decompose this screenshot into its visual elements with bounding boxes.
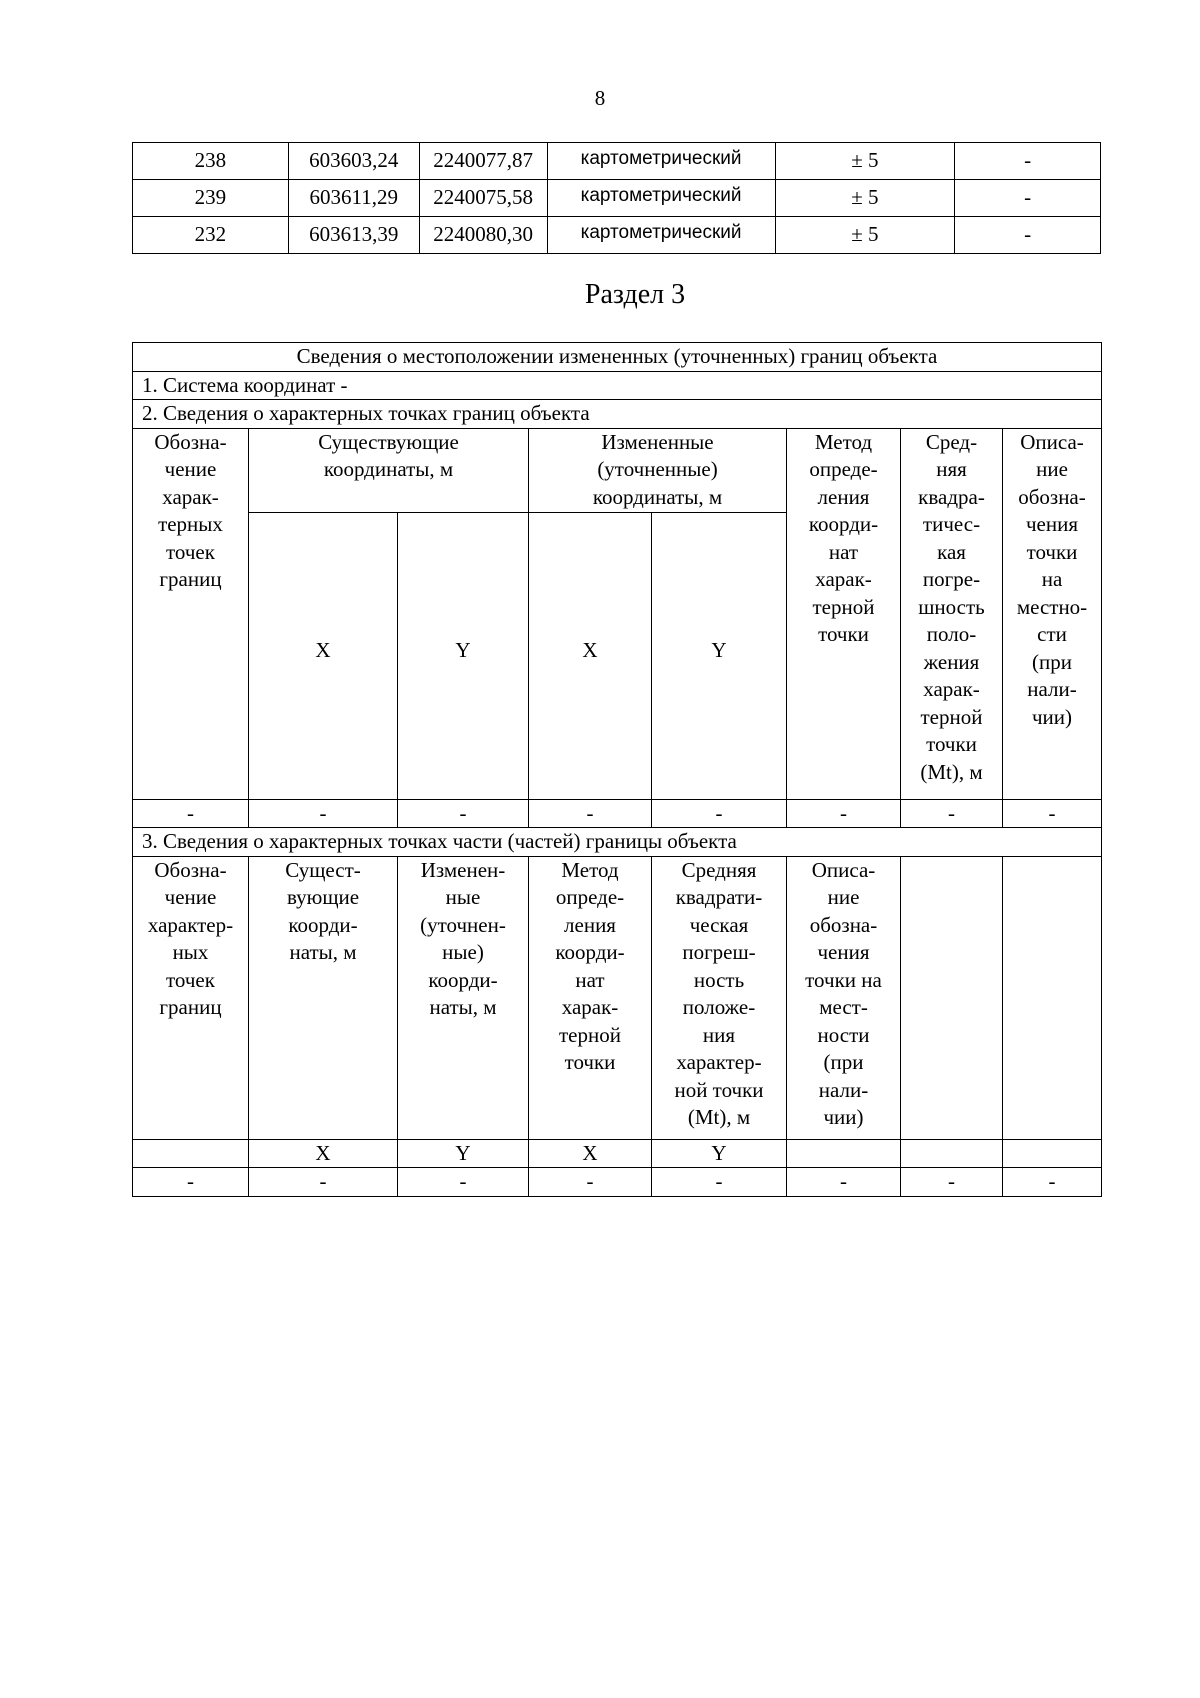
header-line: ные [445,885,481,909]
header-line: ные) [442,940,484,964]
section-3-table [132,342,1102,1197]
header-existing-coordinates [249,428,529,512]
part-3-heading: 3. Сведения о характерных точках части (частей) границы объекта [133,828,1102,857]
header-changed-x: X [529,512,652,799]
header-line: нат [828,539,859,564]
header-description [1003,428,1102,799]
header-line: характер- [147,912,234,937]
header-line: Метод [561,857,619,882]
header-line: Обозна- [154,429,227,454]
part3-header-empty [1003,856,1102,1139]
cell-method: картометрический [547,217,775,254]
table-cell [901,1139,1003,1168]
header-line: точки на [805,967,882,992]
cell-y: 2240077,87 [419,143,547,180]
header-line: границ [159,995,222,1019]
header-line: погре- [922,567,981,591]
table-cell: - [787,1168,901,1197]
table-cell: - [1003,799,1102,828]
header-line: поло- [926,622,977,646]
header-line: шность [918,594,985,619]
page-number: 8 [594,86,606,110]
header-line: квадра- [918,484,985,509]
header-line: Сущест- [285,857,361,882]
table-row [133,217,1101,254]
header-line: коорди- [288,912,358,937]
header-line: ние [827,885,860,909]
cell-accuracy: ± 5 [775,217,955,254]
header-method [787,428,901,799]
header-line: вующие [286,885,360,909]
header-line: няя [936,457,967,481]
header-designation [133,428,249,799]
header-line: нат [575,967,605,992]
header-line: чии) [823,1105,864,1129]
header-line: квадрати- [675,885,763,909]
header-changed-y: Y [652,512,787,799]
header-line: ность [693,967,745,992]
header-line: коорди- [808,512,879,536]
header-line: Сред- [925,429,978,454]
cell-x: 603603,24 [288,143,419,180]
header-line: нали- [818,1077,869,1102]
header-line: местно- [1016,594,1088,619]
header-line: чения [817,940,870,964]
header-line: харак- [923,677,980,701]
table-cell: - [787,799,901,828]
table-cell: Y [398,1139,529,1168]
header-line: чение [164,885,217,909]
header-line: координаты, м [592,484,723,509]
header-line: харак- [561,995,619,1019]
header-line: ния [702,1022,736,1047]
header-line: (при [1032,649,1072,674]
coordinate-system-row: 1. Система координат - [133,371,1102,400]
table-cell: - [133,799,249,828]
table-cell: - [249,1168,398,1197]
header-line: Метод [814,429,873,454]
header-line: чения [1025,512,1079,536]
part-2-data-row [133,799,1102,828]
header-line: обозна- [809,912,878,937]
header-line: харак- [815,567,872,591]
table-cell [1003,1139,1102,1168]
table-cell: - [652,799,787,828]
header-line: ления [817,484,870,509]
header-line: на [1041,567,1063,591]
part3-header-method [529,856,652,1139]
cell-method: картометрический [547,143,775,180]
part-3-xy-row [133,1139,1102,1168]
header-line: наты, м [429,995,497,1019]
cell-accuracy: ± 5 [775,143,955,180]
header-line: Изменен- [420,857,506,882]
cell-x: 603613,39 [288,217,419,254]
table-cell: X [249,1139,398,1168]
cell-description: - [955,180,1101,217]
header-line: коорди- [428,967,498,992]
header-line: (Mt), м [920,759,983,784]
part3-header-designation [133,856,249,1139]
header-line: сти [1037,622,1067,646]
table-cell: - [529,799,652,828]
table-cell: - [398,1168,529,1197]
table-cell: - [133,1168,249,1197]
header-line: Описа- [1020,429,1084,454]
cell-y: 2240075,58 [419,180,547,217]
header-line: точки [1026,539,1078,564]
header-changed-coordinates [529,428,787,512]
header-line: мест- [819,995,868,1019]
header-line: жения [923,649,980,674]
table-row [133,180,1101,217]
part3-header-accuracy [652,856,787,1139]
table-cell: - [652,1168,787,1197]
table-cell: - [1003,1168,1102,1197]
table-cell: - [529,1168,652,1197]
header-line: Средняя [681,857,757,882]
header-line: терной [920,704,983,729]
cell-x: 603611,29 [288,180,419,217]
header-line: кая [937,539,966,564]
header-line: координаты, м [323,457,454,481]
header-line: Обозна- [154,857,227,882]
header-line: (уточнен- [420,912,506,937]
header-line: опреде- [809,457,878,481]
header-line: Измененные [601,429,714,454]
header-line: коорди- [555,940,625,964]
header-line: Существующие [318,429,459,454]
header-line: ности [817,1022,870,1047]
table-cell [133,1139,249,1168]
header-line: нали- [1027,677,1077,701]
table-cell: - [398,799,529,828]
cell-accuracy: ± 5 [775,180,955,217]
table-title: Сведения о местоположении измененных (уточненных) границ объекта [133,343,1102,372]
part-3-data-row [133,1168,1102,1197]
header-line: терных [158,512,223,536]
header-existing-y: Y [398,512,529,799]
header-line: харак- [162,484,219,509]
header-line: (уточненные) [597,457,718,481]
header-line: границ [159,567,222,591]
table-row [133,143,1101,180]
header-line: Описа- [811,857,876,882]
header-line: точки [564,1050,616,1074]
table-cell: - [901,799,1003,828]
cell-description: - [955,217,1101,254]
part-2-heading: 2. Сведения о характерных точках границ объекта [133,400,1102,429]
header-line: точки [818,622,869,646]
header-line: положе- [682,995,756,1019]
coordinates-table-continued [132,142,1101,254]
header-line: чии) [1031,704,1073,729]
header-line: точек [166,539,215,564]
cell-method: картометрический [547,180,775,217]
header-accuracy [901,428,1003,799]
header-line: терной [812,594,875,619]
header-line: чение [164,457,217,481]
cell-description: - [955,143,1101,180]
part3-header-changed [398,856,529,1139]
header-line: терной [559,1022,621,1047]
header-line: характер- [676,1050,762,1074]
part3-header-existing [249,856,398,1139]
header-line: наты, м [289,940,357,964]
cell-point: 232 [133,217,289,254]
cell-point: 238 [133,143,289,180]
cell-point: 239 [133,180,289,217]
header-line: тичес- [922,512,981,536]
header-line: ной точки [674,1077,764,1102]
part3-header-empty [901,856,1003,1139]
header-line: ческая [689,912,749,937]
section-title: Раздел 3 [584,279,686,310]
header-line: (при [823,1050,864,1074]
table-cell [787,1139,901,1168]
part3-header-description [787,856,901,1139]
table-cell: - [249,799,398,828]
header-line: точки [926,732,977,756]
cell-y: 2240080,30 [419,217,547,254]
table-cell: - [901,1168,1003,1197]
header-line: ления [564,912,616,937]
header-line: обозна- [1018,484,1086,509]
header-line: ных [172,940,209,964]
header-line: точек [166,967,215,992]
header-line: опреде- [555,885,625,909]
header-line: погреш- [682,940,756,964]
table-cell: X [529,1139,652,1168]
table-cell: Y [652,1139,787,1168]
header-line: (Mt), м [687,1105,751,1129]
header-line: ние [1036,457,1068,481]
header-existing-x: X [249,512,398,799]
